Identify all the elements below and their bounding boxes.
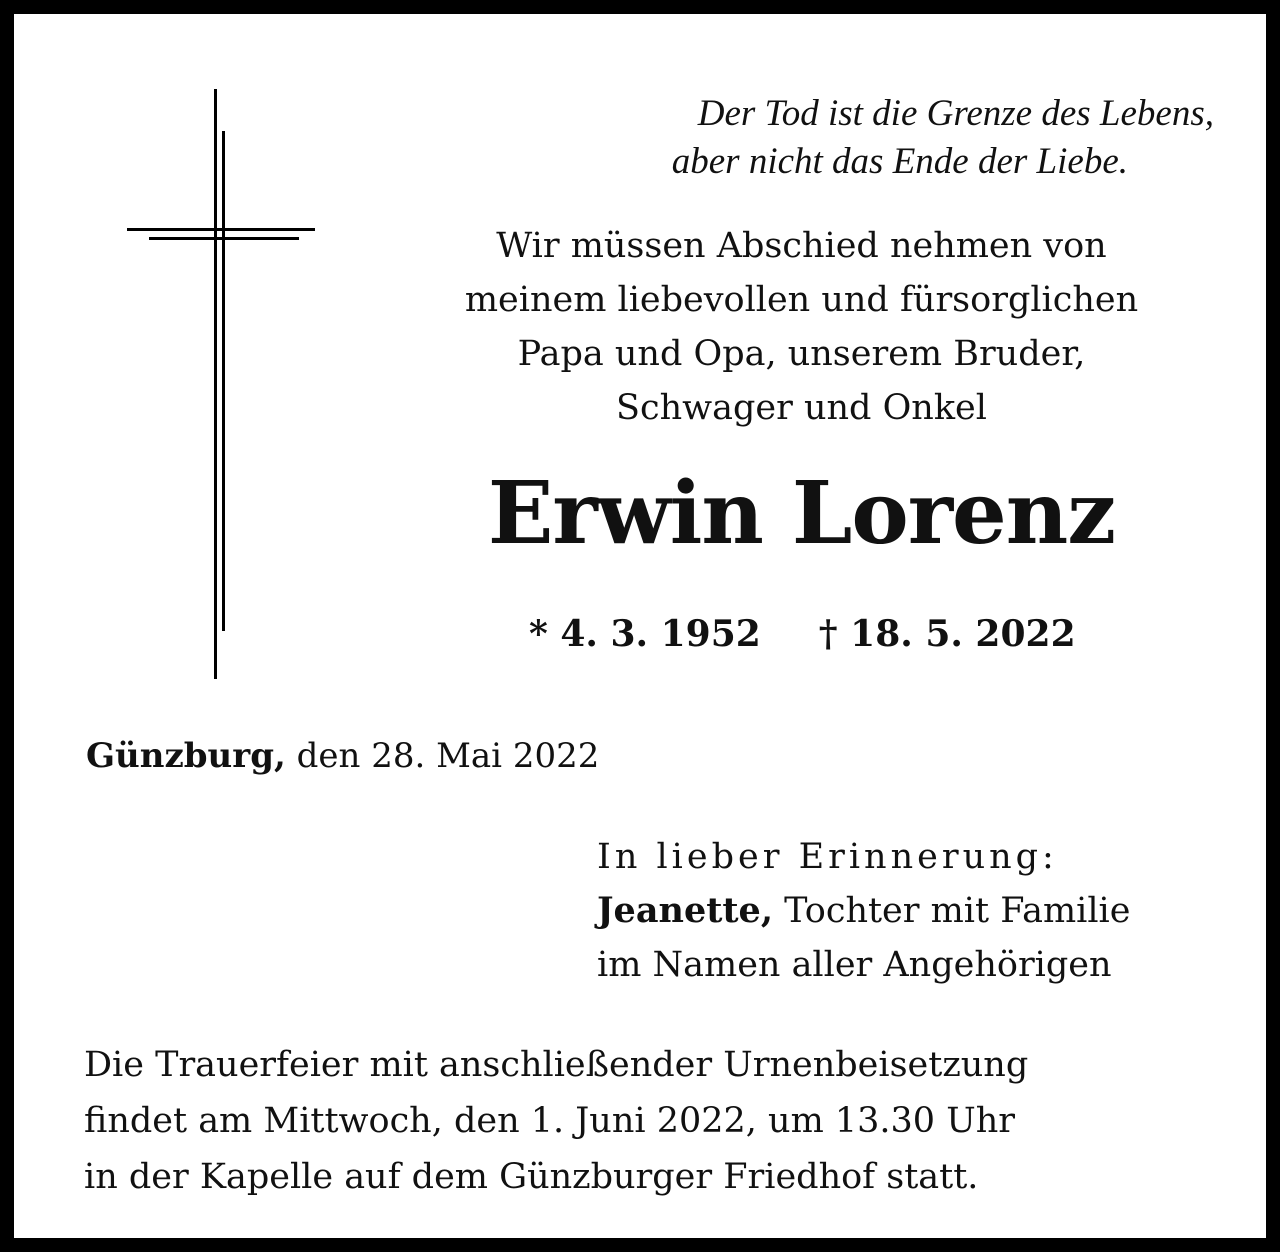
life-dates	[529, 610, 1076, 658]
intro-line: Schwager und Onkel	[616, 388, 987, 428]
notice-date: den 28. Mai 2022	[285, 736, 600, 776]
intro-text	[399, 219, 1204, 435]
intro-line: Papa und Opa, unserem Bruder,	[517, 334, 1086, 374]
remembrance-label: In lieber Erinnerung:	[597, 837, 1058, 877]
motto-line-1: Der Tod ist die Grenze des Lebens,	[697, 93, 1214, 134]
intro-line: meinem liebevollen und fürsorglichen	[464, 280, 1139, 320]
signature-block	[597, 830, 1130, 992]
signer-line-2: im Namen aller Angehörigen	[597, 945, 1112, 985]
signer-relation: Tochter mit Familie	[773, 891, 1131, 931]
service-line: findet am Mittwoch, den 1. Juni 2022, um 13.30 Uhr	[84, 1101, 1015, 1141]
place-and-date	[86, 732, 599, 780]
place-name: Günzburg,	[86, 736, 286, 776]
service-info	[84, 1037, 1028, 1205]
motto	[14, 90, 1214, 186]
signer-name: Jeanette,	[597, 890, 774, 931]
deceased-name: Erwin Lorenz	[487, 463, 1116, 564]
motto-line-2: aber nicht das Ende der Liebe.	[671, 141, 1128, 182]
birth-date: * 4. 3. 1952	[529, 613, 761, 655]
death-date: † 18. 5. 2022	[818, 613, 1076, 655]
service-line: in der Kapelle auf dem Günzburger Friedhof statt.	[84, 1157, 979, 1197]
signer-line	[597, 884, 1130, 938]
intro-line: Wir müssen Abschied nehmen von	[496, 226, 1107, 266]
service-line: Die Trauerfeier mit anschließender Urnenbeisetzung	[84, 1045, 1029, 1085]
